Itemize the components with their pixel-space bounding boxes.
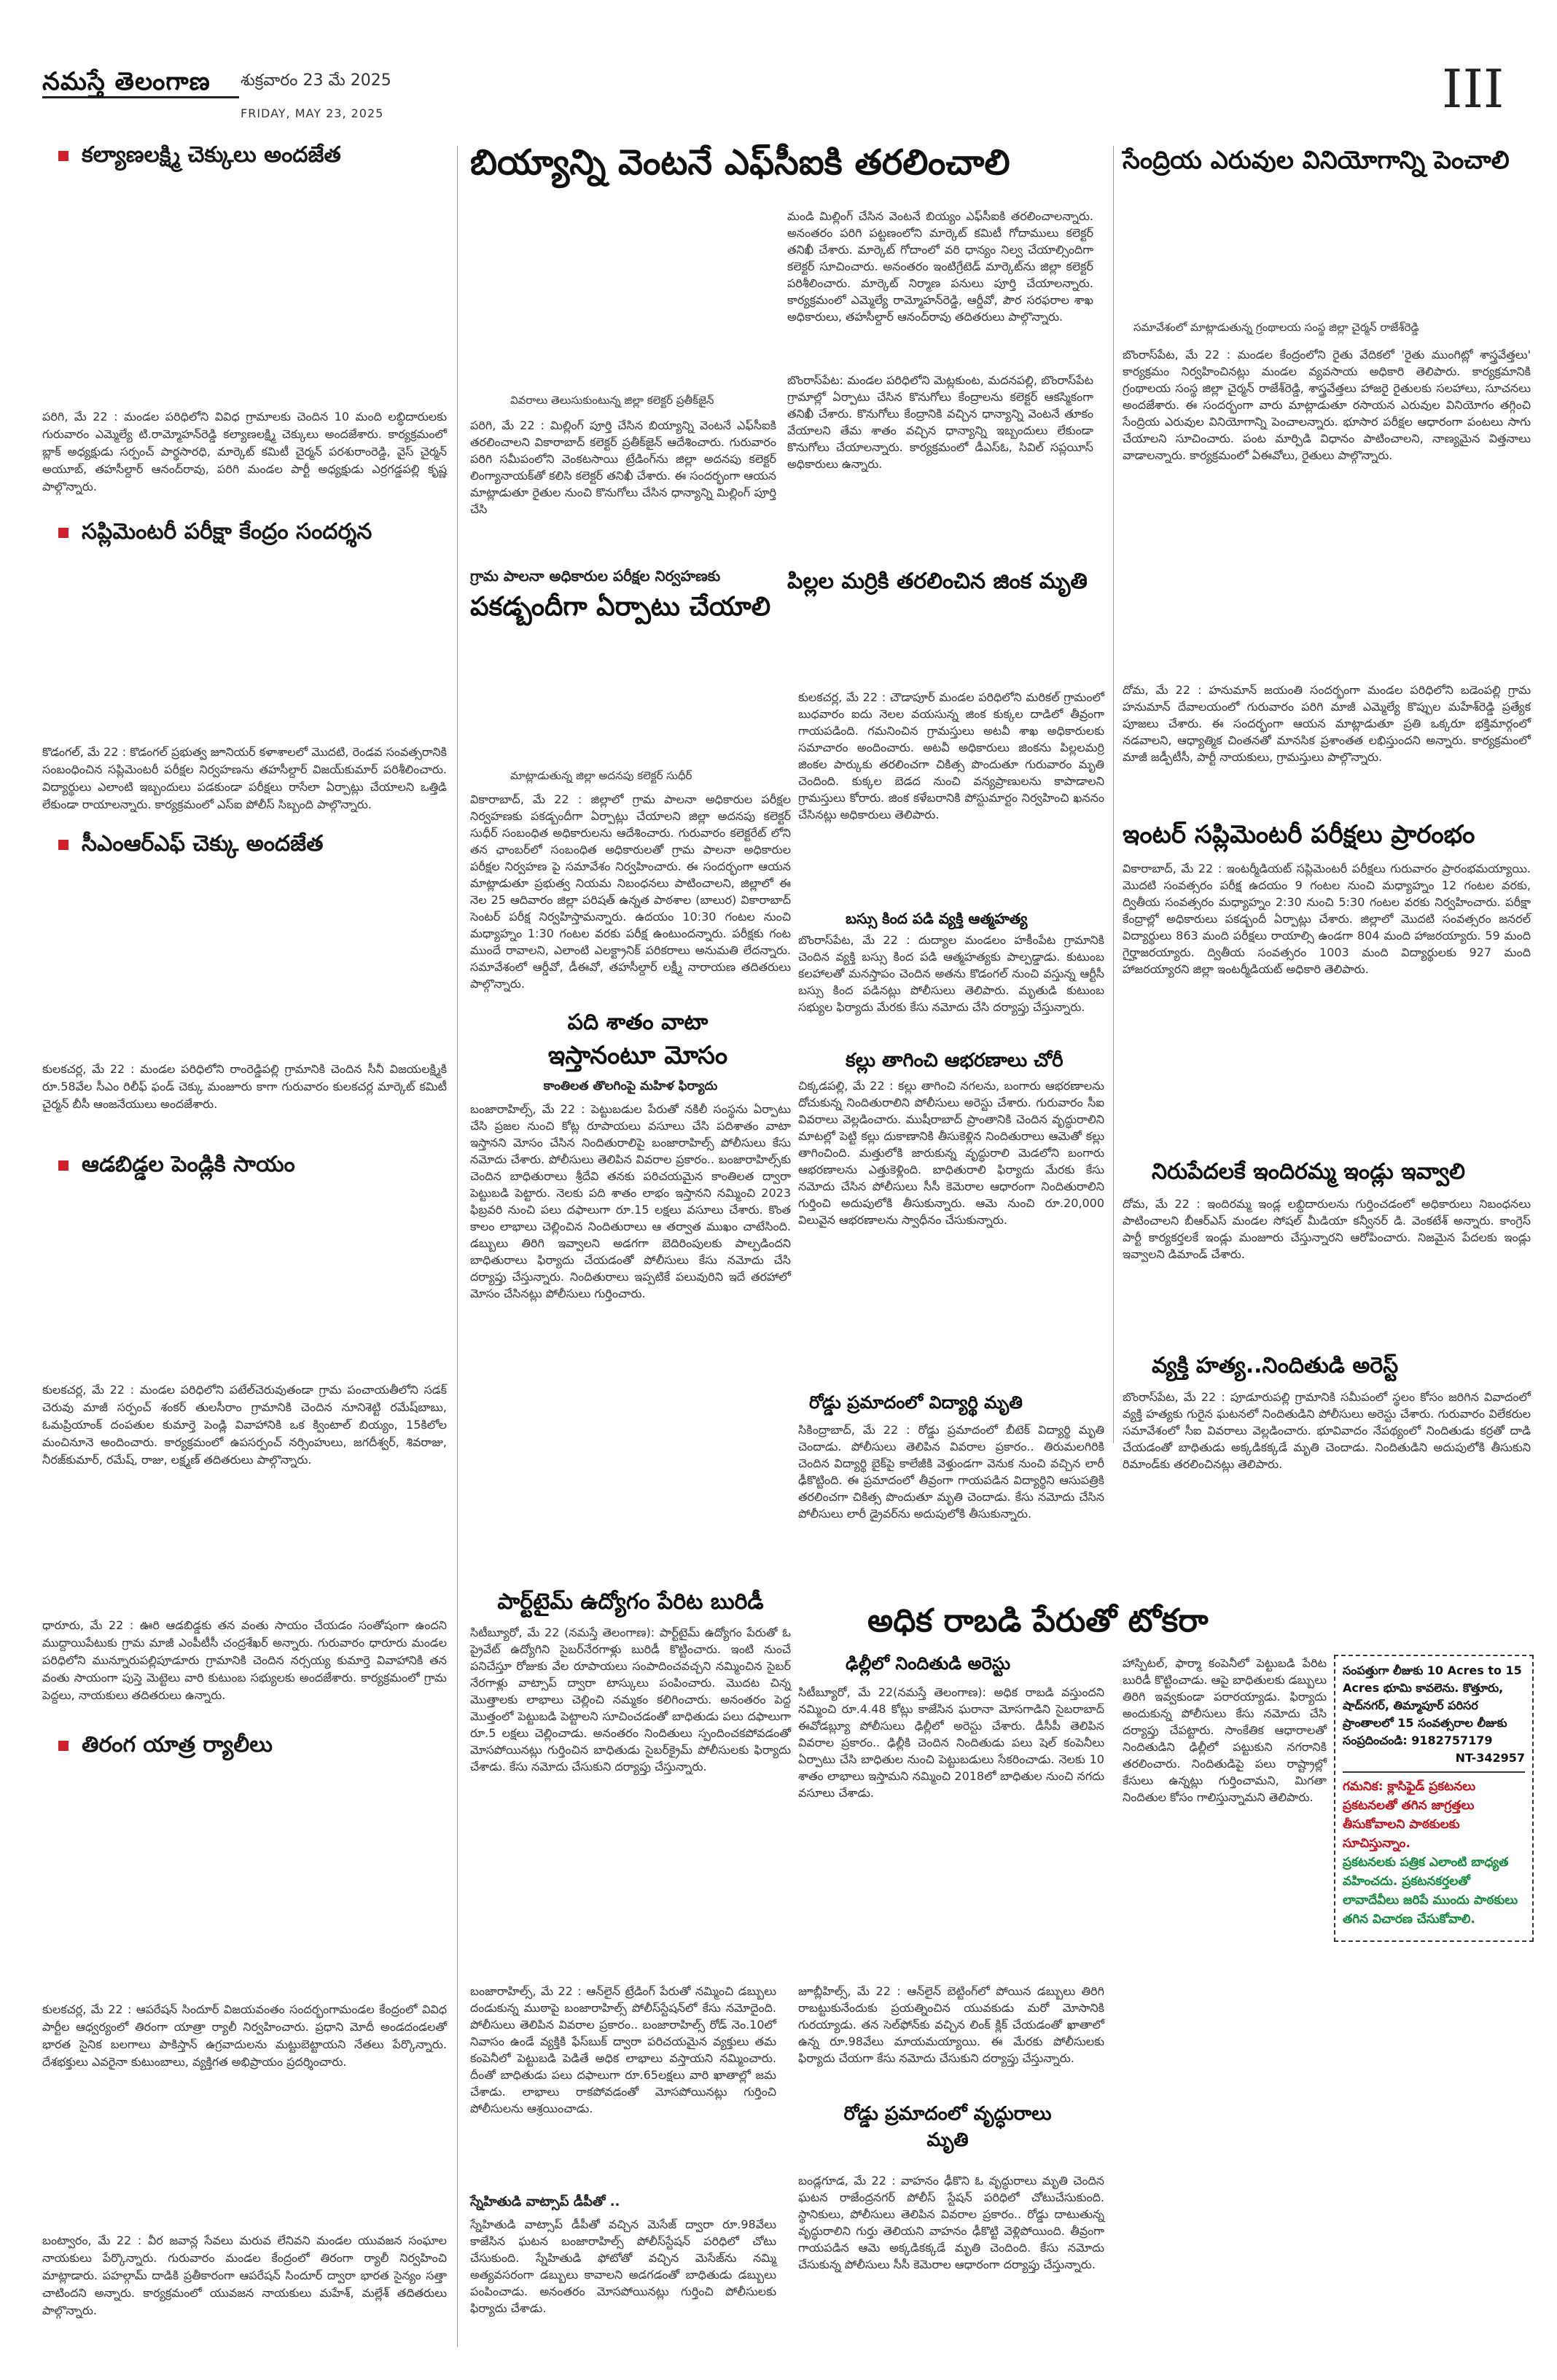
bus-text: బొంరాస్‌పేట, మే 22 : దుద్యాల మండలం హకీంపేట గ్రామానికి చెందిన వ్యక్తి బస్సు కింద పడి ఆత్మహత్యకు పాల్పడ్డాడు. కుటుంబ కలహాలతో మనస్తాపం చెందిన అతను కొడంగల్ నుంచి వస్తున్న ఆర్టీసీ బస్సు కింద పడినట్లు పోలీసులు తెలిపారు. మృతుడి కుటుంబ సభ్యుల ఫిర్యాదు మేరకు కేసు నమోదు చేసి దర్యాప్తు చేస్తున్నారు. (798, 933, 1104, 1014)
lead-text-right: మండి మిల్లింగ్ చేసిన వెంటనే బియ్యం ఎఫ్‌సీఐకి తరలించాలన్నారు. అనంతరం పరిగి పట్టణంలోని మార్కెట్ కమిటీ గోదాములు కలెక్టర్ తనిఖీ చేశారు. మార్కెట్ గోదాంలో వరి ధాన్యం నిల్వ చేయాల్సిందిగా కలెక్టర్ సూచించారు. అనంతరం ఇంటిగ్రేటెడ్ మార్కెట్‌ను జిల్లా కలెక్టర్ పరిశీలించారు. మార్కెట్ నిర్మాణ పనులు పూర్తి చేయాలన్నారు. కార్యక్రమంలో ఎమ్మెల్యే రామ్మోహన్‌రెడ్డి, ఆర్డీవో, పౌర సరఫరాల శాఖ అధికారులు, తహసీల్దార్ ఆనంద్‌రావు తదితరులు పాల్గొన్నారు. (787, 209, 1093, 324)
brief-text-6: కులకచర్ల, మే 22 : ఆపరేషన్ సిందూర్ విజయవంతం సందర్భంగామండల కేంద్రంలో వివిధ పార్టీల ఆధ్వర్యంలో తిరంగా యాత్రా ర్యాలీ నిర్వహించారు. ప్రధాని మోదీ అండదండలతో భారత సైనిక బలగాలు పాకిస్తాన్ ఉగ్రవాదులను మట్టుబెట్టాయని నేతలు పేర్కొన్నారు. దేశభక్తులు ఎవరైనా కుటుంబాలు, వ్యక్తిగత అభిప్రాయం ప్రదర్శించారు. (42, 2002, 447, 2069)
brief-headline-4 (58, 1152, 445, 1182)
brief-title: కల్యాణలక్ష్మి చెక్కులు అందజేత (82, 142, 341, 168)
lead-headline: బియ్యాన్ని వెంటనే ఎఫ్‌సీఐకి తరలించాలి (470, 142, 1010, 183)
divider (1343, 1771, 1525, 1773)
brief-text-2: కొడంగల్, మే 22 : కొడంగల్ ప్రభుత్వ జూనియర్ కళాశాలలో మొదటి, రెండవ సంవత్సరానికి సంబంధించిన సప్లిమెంటరీ పరీక్షల నిర్వహణను తహసీల్దార్ విజయ్‌కుమార్ పరిశీలించారు. విద్యార్థులు ఎలాంటి ఇబ్బందులు పడకుండా పరీక్షలు రాసేలా ఏర్పాట్లు చేయాలని ఒత్తిడి లేకుండా రాయాలన్నారు. కార్యక్రమంలో ఎస్‌ఐ పోలీస్ సిబ్బంది పాల్గొన్నారు. (42, 745, 447, 811)
story3-text: బంజారాహిల్స్, మే 22 : పెట్టుబడుల పేరుతో నకిలీ సంస్థను ఏర్పాటు చేసి ప్రజల నుంచి కోట్ల రూపాయలు వసూలు చేసి పదిశాతం వాటా ఇస్తానని మోసం చేసిన నిందితురాలిపై బంజారాహిల్స్ పోలీసులు కేసు నమోదు చేశారు. పోలీసులు తెలిపిన వివరాల ప్రకారం.. బంజారాహిల్స్‌కు చెందిన బాధితురాలు శ్రీదేవి తనకు పరిచయమైన కాంతిలత ద్వారా పెట్టుబడి పెట్టారు. నెలకు పది శాతం లాభం ఇస్తానని నమ్మించి 2023 ఫిబ్రవరి నుంచి పలు దఫాలుగా రూ.15 లక్షలు వసూలు చేశారు. కొంత కాలం లాభాలు చెల్లించిన నిందితురాలు ఆ తర్వాత ముఖం చాటేసింది. డబ్బులు తిరిగి ఇవ్వాలని అడగగా బెదిరింపులకు పాల్పడిందని బాధితురాలు ఫిర్యాదు చేయడంతో పోలీసులు కేసు నమోదు చేసి దర్యాప్తు చేస్తున్నారు. నిందితురాలు ఇప్పటికే పలువురిని ఇదే తరహాలో మోసం చేసినట్లు పోలీసులు గుర్తించారు. (470, 1102, 791, 1300)
feature-headline: అధిక రాబడి పేరుతో టోకరా (867, 1602, 1209, 1639)
organic-text: బొంరాస్‌పేట, మే 22 : మండల కేంద్రంలోని రైతు వేదికలో 'రైతు ముంగిట్లో శాస్త్రవేత్తలు' కార్యక్రమం నిర్వహించినట్లు మండల వ్యవసాయ అధికారి తెలిపారు. కార్యక్రమానికి గ్రంథాలయ సంస్థ జిల్లా చైర్మన్ రాజేశ్‌రెడ్డి, శాస్త్రవేత్తలు హాజరై రైతులకు సలహాలు, సూచనలు అందజేశారు. ఈ సందర్భంగా వారు మాట్లాడుతూ రసాయన ఎరువుల వినియోగం తగ్గించి సేంద్రియ ఎరువుల వినియోగాన్ని పెంచాలన్నారు. భూసార పరీక్షల ఆధారంగా పంటలు సాగు చేయాలని సూచించారు. పంట మార్పిడి విధానం పాటించాలని, నాణ్యమైన విత్తనాలు వాడాలన్నారు. కార్యక్రమంలో ఏఈవోలు, రైతులు పాల్గొన్నారు. (1123, 348, 1531, 462)
brief-headline-5 (58, 1732, 445, 1763)
story4-headline: పార్ట్‌టైమ్ ఉద్యోగం పేరిట బురిడీ (497, 1589, 764, 1615)
brief-text-3: కులకచర్ల, మే 22 : మండల పరిధిలోని రాంరెడ్డిపల్లి గ్రామానికి చెందిన సీనీ విజయలక్ష్మికి రూ.58వేల సీఎం రిలీఫ్ ఫండ్ చెక్కు మంజూరు కాగా గురువారం కులకచర్ల మార్కెట్ కమిటీ చైర్మన్ బీసీ ఆంజనేయులు అందజేశారు. (42, 1062, 447, 1111)
feature-subhead: ఢిల్లీలో నిందితుడి అరెస్టు (846, 1653, 1011, 1674)
murder-headline: వ్యక్తి హత్య..నిందితుడి అరెస్ట్ (1152, 1353, 1399, 1378)
bullet-icon (58, 840, 69, 850)
story3-subhead: కాంతిలత తొలగింపై మహిళ ఫిర్యాదు (543, 1079, 718, 1093)
liquor-theft-headline: కల్లు తాగించి ఆభరణాలు చోరీ (846, 1050, 1064, 1072)
story3-kicker: పది శాతం వాటా (567, 1010, 709, 1035)
indiramma-text: దోమ, మే 22 : ఇందిరమ్మ ఇండ్ల లబ్ధిదారులను గుర్తించడంలో అధికారులు నిబంధనలు పాటించాలని బీఆర్ఎస్ మండల సోషల్ మీడియా కన్వీనర్ డి. వెంకటేశ్ అన్నారు. కాంగ్రెస్ పార్టీ కార్యకర్తలకే ఇండ్లు మంజూరు చేస్తున్నారని ఆరోపించారు. నిజమైన పేదలకు ఇండ్లు ఇవ్వాలని డిమాండ్ చేశారు. (1123, 1197, 1531, 1261)
story2-headline: పకడ్బందీగా ఏర్పాటు చేయాలి (470, 592, 771, 622)
lead-photo-caption: వివరాలు తెలుసుకుంటున్న జిల్లా కలెక్టర్ ప్రతీక్‌జైన్ (510, 394, 714, 407)
story4-text-3: స్నేహితుడి వాట్సాప్ డీపీతో వచ్చిన మెసేజ్ ద్వారా రూ.98వేలు కాజేసిన ఘటన బంజారాహిల్స్ పోలీస్‌స్టేషన్ పరిధిలో చోటు చేసుకుంది. స్నేహితుడి ఫోటోతో వచ్చిన మెసేజ్‌ను నమ్మి అత్యవసరంగా డబ్బులు కావాలని అడగడంతో బాధితుడు డబ్బులు పంపించాడు. అనంతరం మోసపోయినట్లు గుర్తించి పోలీసులకు ఫిర్యాదు చేశాడు. (470, 2217, 776, 2315)
organic-photo (1123, 186, 1531, 313)
brief-headline-1 (58, 142, 445, 173)
classified-ad-code: NT-342957 (1455, 1751, 1525, 1765)
dateline-telugu: శుక్రవారం 23 మే 2025 (241, 71, 391, 90)
classified-ad-text: సంపత్తుగా లీజుకు 10 Acres to 15 Acres భూమి కావలెను. కొత్తూరు, షాద్‌నగర్, తిమ్మాపూర్ పరిసర ప్రాంతాలలో 15 సంవత్సరాల లీజుకు సంప్రదించండి: 9182757179 (1343, 1663, 1522, 1747)
masthead-title: నమస్తే తెలంగాణ (42, 67, 211, 96)
brief-text-1: పరిగి, మే 22 : మండల పరిధిలోని వివిధ గ్రామాలకు చెందిన 10 మంది లబ్ధిదారులకు గురువారం ఎమ్మెల్యే టి.రామ్మోహన్‌రెడ్డి కల్యాణలక్ష్మి చెక్కులు అందజేశారు. కార్యక్రమంలో బ్లాక్ అధ్యక్షుడు సర్పంచ్ పార్థసారధి, మార్కెట్ కమిటీ చైర్మన్ పరశురాంరెడ్డి, వైస్ చైర్మన్ అయూబ్, తహసీల్దార్ ఆనంద్‌రావు, పరిగి మండల పార్టీ అధ్యక్షుడు ఎర్రగడ్డపల్లి కృష్ణ పాల్గొన్నారు. (42, 410, 447, 493)
story4-subhead-2: స్నేహితుడి వాట్సాప్ డీపీతో .. (470, 2194, 620, 2209)
masthead-underline (42, 96, 239, 98)
brief-title: సీఎంఆర్‌ఎఫ్ చెక్కు అందజేత (82, 831, 324, 857)
story4-text-2: బంజారాహిల్స్, మే 22 : ఆన్‌లైన్ ట్రేడింగ్ పేరుతో నమ్మించి డబ్బులు దండుకున్న ముఠాపై బంజారాహిల్స్ పోలీస్‌స్టేషన్‌లో కేసు నమోదైంది. పోలీసులు తెలిపిన వివరాల ప్రకారం.. బంజారాహిల్స్ రోడ్ నెం.10లో నివాసం ఉండే వ్యక్తికి ఫేస్‌బుక్ ద్వారా పరిచయమైన వ్యక్తులు తమ కంపెనీలో పెట్టుబడి పెడితే అధిక లాభాలు వస్తాయని నమ్మించారు. దీంతో బాధితుడు పలు దఫాలుగా రూ.65లక్షలు వారి ఖాతాల్లో జమ చేశాడు. లాభాలు రాకపోవడంతో మోసపోయినట్లు గుర్తించి పోలీసులను ఆశ్రయించాడు. (470, 1984, 776, 2115)
inter-exams-headline: ఇంటర్ సప్లిమెంటరీ పరీక్షలు ప్రారంభం (1123, 820, 1475, 849)
student-accident-text: సికింద్రాబాద్, మే 22 : రోడ్డు ప్రమాదంలో బీటెక్ విద్యార్థి మృతి చెందాడు. పోలీసులు తెలిపిన వివరాల ప్రకారం.. తిరుమలగిరికి చెందిన విద్యార్థి బైక్‌పై కాలేజీకి వెళ్తుండగా వెనుక నుంచి వచ్చిన లారీ ఢీకొట్టింది. ఈ ప్రమాదంలో తీవ్రంగా గాయపడిన విద్యార్థిని ఆసుపత్రికి తరలించగా చికిత్స పొందుతూ మృతి చెందాడు. కేసు నమోదు చేసిన పోలీసులు లారీ డ్రైవర్‌ను అదుపులోకి తీసుకున్నారు. (798, 1423, 1104, 1521)
bus-headline: బస్సు కింద పడి వ్యక్తి ఆత్మహత్య (846, 910, 1028, 927)
page-number: III (1442, 58, 1505, 120)
brief-text-5: ధారూరు, మే 22 : ఊరి ఆడబిడ్డకు తన వంతు సాయం చేయడం సంతోషంగా ఉందని ముద్దాయిపేటుకు గ్రామ మాజీ ఎంపీటీసీ చంద్రశేఖర్ అన్నారు. గురువారం ధారూరు మండల పరిధిలోని మున్నూరుపల్లిపూడూరు గ్రామానికి చెందిన నర్సయ్య కుమార్తె వివాహానికి తన వంతు సాయంగా పుస్తె మెట్టెలు వారి కుటుంబ సభ్యులకు అందజేశారు. కార్యక్రమంలో గ్రామ పెద్దలు, నాయకులు తదితరులు ఉన్నారు. (42, 1618, 447, 1702)
story2-photo (470, 634, 791, 765)
brief-text-4: కులకచర్ల, మే 22 : మండల పరిధిలోని పటేల్‌చెరువుతండా గ్రామ పంచాయతీలోని సడక్ చెరువు మాజీ సర్పంచ్ శంకర్ తులసీరాం గ్రామానికి చెందిన నూనిశెట్టి రమేష్‌బాబు, ఓమప్రియాంక్ దంపతుల కుమార్తె పెండ్లి వివాహానికి ఒక క్వింటాల్ బియ్యం, 15కిలోల మంచినూనె అందించారు. కార్యక్రమంలో ఉపసర్పంచ్ నర్సింహులు, జగదీశ్వర్, శివరాజు, నీరజ్‌కుమార్, రమేష్, రాజు, లక్ష్మణ్ తదితరులు పాల్గొన్నారు. (42, 1383, 447, 1467)
story3-headline: ఇస్తానంటూ మోసం (547, 1041, 728, 1070)
brief-title: సప్లిమెంటరీ పరీక్షా కేంద్రం సందర్శన (82, 519, 372, 545)
deer-headline: పిల్లల మర్రికి తరలించిన జింక మృతి (787, 569, 1088, 594)
temple-photo (1123, 576, 1531, 678)
dateline-english: FRIDAY, MAY 23, 2025 (241, 106, 384, 120)
lead-text-sub: బొంరాస్‌పేట: మండల పరిధిలోని మెట్లకుంట, మదనపల్లి, బొంరాస్‌పేట గ్రామాల్లో ఏర్పాటు చేసిన కొనుగోలు కేంద్రాలను కలెక్టర్ ఆకస్మికంగా తనిఖీ చేశారు. కొనుగోలు కేంద్రానికి వచ్చిన ధాన్యాన్ని వెంటనే తూకం వేయాలని తేమ శాతం వచ్చిన ధాన్యాన్ని ఇబ్బందులు లేకుండా కొనుగోలు చేయాలన్నారు. కార్యక్రమంలో డీఎస్ఓ, సివిల్ సప్లయీస్ అధికారులు ఉన్నారు. (787, 373, 1093, 471)
lead-text-left: పరిగి, మే 22 : మిల్లింగ్ పూర్తి చేసిన బియ్యాన్ని వెంటనే ఎఫ్‌సీఐకి తరలించాలని వికారాబాద్ కలెక్టర్ ప్రతీక్‌జైన్ ఆదేశించారు. గురువారం పరిగి సమీపంలోని వెంకటసాయి ట్రేడింగ్‌ను జిల్లా అదనపు కలెక్టర్ లింగ్యానాయక్‌తో కలిసి కలెక్టర్ తనిఖీ చేశారు. ఈ సందర్భంగా ఆయన మాట్లాడుతూ రైతుల నుంచి కొనుగోలు చేసిన ధాన్యాన్ని మిల్లింగ్ పూర్తి చేసి (470, 418, 776, 516)
brief-title: తిరంగ యాత్ర ర్యాలీలు (82, 1732, 273, 1757)
elderly-accident-headline: రోడ్డు ప్రమాదంలో వృద్ధురాలు మృతి (843, 2103, 1052, 2151)
story2-photo-caption: మాట్లాడుతున్న జిల్లా అదనపు కలెక్టర్ సుధీర్ (510, 769, 692, 782)
brief-headline-3 (58, 831, 445, 862)
classified-ad (1334, 1655, 1534, 1942)
temple-text: దోమ, మే 22 : హనుమాన్ జయంతి సందర్భంగా మండల పరిధిలోని బడెంపల్లి గ్రామ హనుమాన్ దేవాలయంలో గురువారం పరిగి మాజీ ఎమ్మెల్యే కొప్పుల మహేశ్‌రెడ్డి ప్రత్యేక పూజలు చేశారు. ఈ సందర్భంగా ఆయన మాట్లాడుతూ ప్రతి ఒక్కరూ భక్తిమార్గంలో నడవాలని, ఆధ్యాత్మిక చింతనతో మానసిక ప్రశాంతత లభిస్తుందని అన్నారు. కార్యక్రమంలో మాజీ జడ్పీటీసీ, పార్టీ నాయకులు, గ్రామస్తులు పాల్గొన్నారు. (1123, 683, 1531, 764)
murder-text: బొంరాస్‌పేట, మే 22 : పూడూరుపల్లి గ్రామానికి సమీపంలో స్థలం కోసం జరిగిన వివాదంలో వ్యక్తి హత్యకు గురైన ఘటనలో నిందితుడిని పోలీసులు అరెస్టు చేశారు. గురువారం విలేకరుల సమావేశంలో సీఐ వివరాలు వెల్లడించారు. భూవివాదం నేపథ్యంలో నిందితుడు కర్రతో దాడి చేయడంతో బాధితుడు అక్కడికక్కడే మృతి చెందాడు. నిందితుడిని అదుపులోకి తీసుకుని రిమాండ్‌కు తరలించినట్లు తెలిపారు. (1123, 1390, 1531, 1471)
column-divider (457, 146, 458, 2347)
lead-photo (470, 200, 776, 390)
brief-title: ఆడబిడ్డల పెండ్లికి సాయం (82, 1152, 295, 1177)
organic-photo-caption: సమావేశంలో మాట్లాడుతున్న గ్రంథాలయ సంస్థ జిల్లా చైర్మన్ రాజేశ్‌రెడ్డి (1133, 321, 1419, 334)
brief-text-7: బంట్వారం, మే 22 : వీర జవాన్ల సేవలు మరువ లేనివని మండల యువజన సంఘాల నాయకులు పేర్కొన్నారు. గురువారం మండల కేంద్రంలో తిరంగా ర్యాలీ నిర్వహించి మాట్లాడారు. పహల్గామ్ దాడికి ప్రతీకారంగా ఆపరేషన్ సిందూర్ ద్వారా భారత సైన్యం సత్తా చాటిందని అన్నారు. కార్యక్రమంలో యువజన నాయకులు మహేశ్, మల్లేశ్ తదితరులు పాల్గొన్నారు. (42, 2233, 447, 2317)
feature-text-2: హాస్పిటల్, ఫార్మా కంపెనీలో పెట్టుబడి పేరిట బురిడీ కొట్టించాడు. ఆపై బాధితులకు డబ్బులు తిరిగి ఇవ్వకుండా పరారయ్యాడు. ఫిర్యాదు అందుకున్న పోలీసులు కేసు నమోదు చేసి దర్యాప్తు చేపట్టారు. సాంకేతిక ఆధారాలతో నిందితుడిని ఢిల్లీలో పట్టుకుని నగరానికి తరలించారు. నిందితుడిపై పలు రాష్ట్రాల్లో కేసులు ఉన్నట్లు గుర్తించామని, మిగతా నిందితుల కోసం గాలిస్తున్నామని తెలిపారు. (1123, 1656, 1327, 1804)
feature-text: సిటీబ్యూరో, మే 22(నమస్తే తెలంగాణ): అధిక రాబడి వస్తుందని నమ్మించి రూ.4.48 కోట్లు కాజేసిన ఘరానా మోసగాడిని సైబరాబాద్ ఈవోడబ్ల్యూ పోలీసులు ఢిల్లీలో అరెస్టు చేశారు. డీసీపీ తెలిపిన వివరాల ప్రకారం.. ఢిల్లీకి చెందిన నిందితుడు పలు షెల్ కంపెనీలు ఏర్పాటు చేసి బాధితుల నుంచి పెట్టుబడులు సేకరించాడు. నెలకు 10 శాతం లాభాలు ఇస్తామని నమ్మించి 2018లో బాధితుల నుంచి నగదు వసూలు చేశాడు. (798, 1685, 1104, 1800)
bullet-icon (58, 151, 69, 161)
column-divider (1113, 146, 1114, 1443)
bullet-icon (58, 1741, 69, 1751)
indiramma-headline: నిరుపేదలకే ఇందిరమ్మ ఇండ్లు ఇవ్వాలి (1152, 1159, 1465, 1185)
liquor-theft-text: చిక్కడపల్లి, మే 22 : కల్లు తాగించి నగలను, బంగారు ఆభరణాలను దోచుకున్న నిందితురాలిని పోలీసులు అరెస్టు చేశారు. గురువారం సీఐ వివరాలు వెల్లడించారు. ముషీరాబాద్ ప్రాంతానికి చెందిన వృద్ధురాలిని మాటల్లో పెట్టి కల్లు దుకాణానికి తీసుకెళ్లిన నిందితురాలు ఆమెతో కల్లు తాగించింది. మత్తులోకి జారుకున్న వృద్ధురాలి మెడలోని బంగారు ఆభరణాలను ఎత్తుకెళ్లింది. బాధితురాలి ఫిర్యాదు మేరకు కేసు నమోదు చేసిన పోలీసులు సీసీ కెమెరాల ఆధారంగా నిందితురాలిని గుర్తించి అదుపులోకి తీసుకున్నారు. ఆమె నుంచి రూ.20,000 విలువైన ఆభరణాలను స్వాధీనం చేసుకున్నారు. (798, 1079, 1104, 1227)
betting-text: జూబ్లీహిల్స్, మే 22 : ఆన్‌లైన్ బెట్టింగ్‌లో పోయిన డబ్బులు తిరిగి రాబట్టుకునేందుకు ప్రయత్నించిన యువకుడు మరో మోసానికి గురయ్యాడు. తన సెల్‌ఫోన్‌కు వచ్చిన లింక్ క్లిక్ చేయడంతో ఖాతాలో ఉన్న రూ.98వేలు మాయమయ్యాయి. ఈ మేరకు పోలీసులకు ఫిర్యాదు చేయగా కేసు నమోదు చేసుకుని దర్యాప్తు చేస్తున్నారు. (798, 1984, 1104, 2065)
story2-text: వికారాబాద్, మే 22 : జిల్లాలో గ్రామ పాలనా అధికారుల పరీక్షల నిర్వహణకు పకడ్బందీగా ఏర్పాట్లు చేయాలని జిల్లా అదనపు కలెక్టర్ సుధీర్ సంబంధిత అధికారులను ఆదేశించారు. గురువారం కలెక్టరేట్ లోని తన ఛాంబర్‌లో సంబంధిత అధికారులతో గ్రామ పాలనా అధికారుల పరీక్షల నిర్వహణ పై సమావేశం నిర్వహించారు. ఈ సందర్భంగా ఆయన మాట్లాడుతూ ప్రభుత్వ నియమ నిబంధనలు పాటించాలని, జిల్లాలో ఈ నెల 25 ఆదివారం జిల్లా పరిషత్ ఉన్నత పాఠశాల (బాలుర) వికారాబాద్ సెంటర్ పరీక్ష నిర్వహిస్తామన్నారు. ఉదయం 10:30 గంటల నుంచి మధ్యాహ్నం 1:30 గంటల వరకు పరీక్ష ఉంటుందన్నారు. పరీక్షకు గంట ముందే రావాలని, ఎలాంటి ఎలక్ట్రానిక్ పరికరాలు అనుమతి లేదన్నారు. సమావేశంలో ఆర్డీవో, డీఈవో, తహసీల్దార్ లక్ష్మీ నారాయణ తదితరులు పాల్గొన్నారు. (470, 792, 791, 991)
deer-photo (798, 605, 1104, 685)
organic-headline: సేంద్రియ ఎరువుల వినియోగాన్ని పెంచాలి (1123, 146, 1510, 175)
classified-notice-red: గమనిక: క్లాసిఫైడ్ ప్రకటనలు ప్రకటనలతో తగిన జాగ్రత్తలు తీసుకోవాలని పాఠకులకు సూచిస్తున్నాం. (1343, 1779, 1476, 1851)
deer-text: కులకచర్ల, మే 22 : చౌడాపూర్ మండల పరిధిలోని మరికల్ గ్రామంలో బుధవారం ఐదు నెలల వయసున్న జింక కుక్కల దాడిలో తీవ్రంగా గాయపడింది. గమనించిన గ్రామస్తులు అటవీ శాఖ అధికారులకు సమాచారం అందించారు. అటవీ అధికారులు జింకను పిల్లలమర్రి జింకల పార్కుకు తరలించగా చికిత్స పొందుతూ గురువారం మృతి చెందింది. కుక్కల బెడద నుంచి వన్యప్రాణులను కాపాడాలని గ్రామస్తులు కోరారు. జింక కళేబరానికి పోస్టుమార్టం నిర్వహించి ఖననం చేసినట్లు అధికారులు తెలిపారు. (798, 690, 1104, 822)
bullet-icon (58, 528, 69, 538)
classified-notice-green: ప్రకటనలకు పత్రిక ఎలాంటి బాధ్యత వహించదు. ప్రకటనకర్తలతో లావాదేవీలు జరిపే ముందు పాఠకులు తగిన విచారణ చేసుకోవాలి. (1343, 1855, 1518, 1927)
story4-text: సిటీబ్యూరో, మే 22 (నమస్తే తెలంగాణ): పార్ట్‌టైమ్ ఉద్యోగం పేరుతో ఓ ప్రైవేట్ ఉద్యోగిని సైబర్‌నేరగాళ్లు బురిడీ కొట్టించారు. ఇంటి నుంచే పనిచేస్తూ రోజుకు వేల రూపాయలు సంపాదించవచ్చని నమ్మించిన సైబర్ నేరగాళ్లు వాట్సాప్ ద్వారా టాస్కులు పంపించారు. మొదట చిన్న మొత్తాలకు లాభాలు చెల్లించి నమ్మకం కలిగించారు. అనంతరం పెద్ద మొత్తంలో పెట్టుబడి పెట్టాలని సూచించడంతో బాధితుడు పలు దఫాలుగా రూ.5 లక్షలు చెల్లించాడు. అనంతరం నిందితులు స్పందించకపోవడంతో మోసపోయినట్లు గుర్తించిన బాధితుడు సైబర్‌క్రైమ్ పోలీసులకు ఫిర్యాదు చేశాడు. కేసు నమోదు చేసుకుని దర్యాప్తు చేస్తున్నారు. (470, 1626, 791, 1774)
inter-exams-text: వికారాబాద్, మే 22 : ఇంటర్మీడియట్ సప్లిమెంటరీ పరీక్షలు గురువారం ప్రారంభమయ్యాయి. మొదటి సంవత్సరం పరీక్ష ఉదయం 9 గంటల నుంచి మధ్యాహ్నం 12 గంటల వరకు, ద్వితీయ సంవత్సరం మధ్యాహ్నం 2:30 నుంచి 5:30 గంటల వరకు నిర్వహించారు. పరీక్షా కేంద్రాల్లో అధికారులు పకడ్బందీ ఏర్పాట్లు చేశారు. జిల్లాలో మొదటి సంవత్సరం జనరల్ విద్యార్థులు 863 మంది పరీక్షలు రాయాల్సి ఉండగా 804 మంది హాజరయ్యారు. 59 మంది గైర్హాజరయ్యారు. ద్వితీయ సంవత్సరం 1003 మంది విద్యార్థులకు 927 మంది హాజరయ్యారని జిల్లా ఇంటర్మీడియట్ అధికారి తెలిపారు. (1123, 862, 1531, 976)
story2-kicker: గ్రామ పాలనా అధికారుల పరీక్షల నిర్వహణకు (470, 567, 721, 585)
brief-headline-2 (58, 519, 445, 550)
student-accident-headline: రోడ్డు ప్రమాదంలో విద్యార్థి మృతి (809, 1392, 1023, 1413)
elderly-accident-text: బండ్లగూడ, మే 22 : వాహనం ఢీకొని ఓ వృద్ధురాలు మృతి చెందిన ఘటన రాజేంద్రనగర్ పోలీస్ స్టేషన్ పరిధిలో చోటుచేసుకుంది. స్థానికులు, పోలీసులు తెలిపిన వివరాల ప్రకారం.. రోడ్డు దాటుతున్న వృద్ధురాలిని గుర్తు తెలియని వాహనం ఢీకొట్టి వెళ్లిపోయింది. తీవ్రంగా గాయపడిన ఆమె అక్కడికక్కడే మృతి చెందింది. కేసు నమోదు చేసుకున్న పోలీసులు సీసీ కెమెరాల ఆధారంగా దర్యాప్తు చేస్తున్నారు. (798, 2174, 1104, 2271)
bullet-icon (58, 1160, 69, 1171)
